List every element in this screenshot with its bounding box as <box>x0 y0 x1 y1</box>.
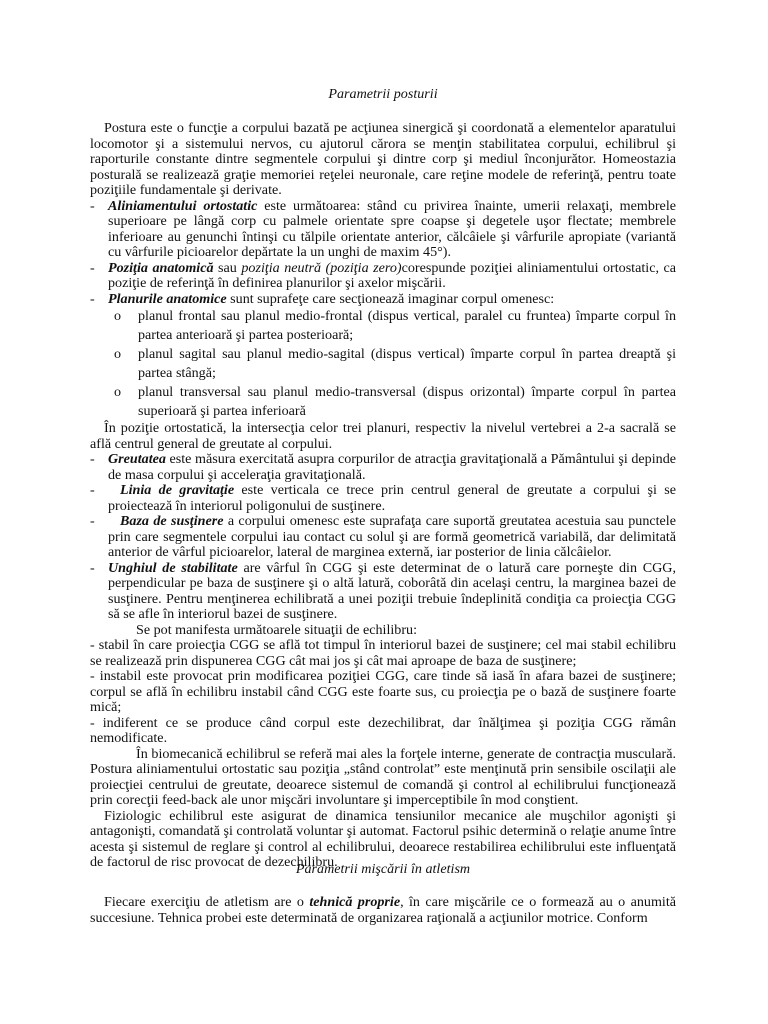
sub-marker: o <box>114 308 122 324</box>
biomechanics-paragraph: În biomecanică echilibrul se referă mai ales la forţele interne, generate de contracţia musculară. Postura aliniamentului ortostatic sau poziţia „stând controlat” este menţinută prin sensibile oscilaţii ale proiecţiei centrului de greutate, deoarece sistemul de comandă şi control al echilibrului funcţionează prin corecţii feed-back ale unor mişcări involuntare şi imperceptibile în mod conştient. <box>90 745 676 808</box>
text-linia: este verticala ce trece prin centrul general de greutate a corpului şi se proiectează în interiorul poligonului de susţinere. <box>108 482 676 514</box>
term-greutatea: Greutatea <box>108 451 166 467</box>
list-item-planurile <box>90 292 676 308</box>
intersection-paragraph: În poziţie ortostatică, la intersecţia celor trei planuri, respectiv la nivelul vertebrei a 2-a sacrală se află centrul general de greutate al corpului. <box>90 420 676 452</box>
list-item-linia <box>90 483 676 514</box>
sub-marker: o <box>114 346 122 362</box>
list-item-greutatea <box>90 452 676 483</box>
equilibrium-indifferent: - indiferent ce se produce când corpul este dezechilibrat, dar înălţimea şi poziţia CGG rămân nemodificate. <box>90 714 676 746</box>
sub-marker: o <box>114 384 122 400</box>
plane-item-frontal <box>90 307 676 345</box>
text-greutatea: este măsura exercitată asupra corpurilor de atracţia gravitaţională a Pământului şi depinde de masa corpului şi acceleraţia gravitaţională. <box>108 451 676 483</box>
bullet-marker: - <box>90 513 95 529</box>
term-linia: Linia de gravitaţie <box>120 482 235 498</box>
section-title-athletics: Parametrii mişcării în atletism <box>295 861 471 877</box>
text-pozitia: corespunde poziţiei aliniamentului ortostatic, ca poziţie de referinţă în definirea planurilor şi axelor mişcării. <box>108 259 676 291</box>
list-item-pozitia <box>90 261 676 292</box>
term-planurile: Planurile anatomice <box>108 290 227 307</box>
posture-section <box>90 121 676 871</box>
bullet-marker: - <box>90 559 95 576</box>
term-baza: Baza de susţinere <box>120 513 224 529</box>
equilibrium-intro: Se pot manifesta următoarele situaţii de echilibru: <box>136 621 418 638</box>
plane-text: planul sagital sau planul medio-sagital (dispus vertical) împarte corpul în partea dreaptă şi partea stângă; <box>138 346 676 381</box>
plane-item-sagital <box>90 345 676 383</box>
section-title-posture: Parametrii posturii <box>328 86 438 102</box>
term-tehnica-proprie: tehnică proprie <box>309 894 401 910</box>
equilibrium-stable: - stabil în care proiecţia CGG se află tot timpul în interiorul bazei de susţinere; cel mai stabil echilibru se realizează prin dispunerea CGG cât mai jos şi cât mai aproape de baza de susţinere; <box>90 637 676 669</box>
athletics-paragraph <box>90 895 676 926</box>
plane-text: planul transversal sau planul medio-transversal (dispus orizontal) împarte corpul în partea superioară şi partea inferioară <box>138 384 676 419</box>
text-planurile: sunt suprafeţe care secţionează imaginar corpul omenesc: <box>226 290 555 307</box>
plane-item-transversal <box>90 383 676 421</box>
text-baza: a corpului omenesc este suprafaţa care suportă greutatea acestuia sau punctele prin care segmentele corpului iau contact cu solul şi are formă geometrică variabilă, dar delimitată anterior de vârful picioarelor, lateral de marginea externă, iar posterior de linia călcâielor. <box>108 513 676 560</box>
plane-text: planul frontal sau planul medio-frontal (dispus vertical, paralel cu fruntea) împarte corpul în partea anterioară şi partea posterioară; <box>138 308 676 343</box>
list-item-baza <box>90 514 676 561</box>
list-item-unghiul <box>90 561 676 623</box>
equilibrium-unstable: - instabil este provocat prin modificarea poziţiei CGG, care tinde să iasă în afara bazei de susţinere; corpul se află în echilibru instabil când CGG este foarte sus, cu proiecţia pe o bază de susţinere foarte mică; <box>90 668 676 715</box>
athletics-section <box>90 895 676 926</box>
intro-paragraph: Postura este o funcţie a corpului bazată pe acţiunea sinergică şi coordonată a elementelor aparatului locomotor şi a sistemului nervos, cu ajutorul cărora se menţin stabilitatea corpului, echilibrul şi raporturile constante dintre segmentele corpului şi dintre corp şi mediul înconjurător. Homeostazia posturală se realizează graţie memoriei reţelei neuronale, care reţine modele de referinţă, pentru toate poziţiile fundamentale şi derivate. <box>90 120 676 198</box>
text-pozitia-sau: sau <box>213 259 242 276</box>
physiology-paragraph: Fiziologic echilibrul este asigurat de dinamica tensiunilor mecanice ale muşchilor agonişti şi antagonişti, comandată şi controlată voluntar şi automat. Factorul psihic determină o relaţie anume între acesta şi sistemul de reglare şi control al echilibrului, deoarece restabilirea echilibrului este influenţată de factorul de risc provocat de dezechilibru. <box>90 807 676 870</box>
term-unghiul: Unghiul de stabilitate <box>108 559 238 576</box>
bullet-marker: - <box>90 290 95 307</box>
bullet-marker: - <box>90 451 95 467</box>
athletics-text-rest: , în care mişcările ce o formează au o anumită succesiune. Tehnica probei este determinată de organizarea raţională a acţiunilor motrice. Conform <box>90 894 676 926</box>
bullet-marker: - <box>90 197 95 214</box>
term-aliniament: Aliniamentului ortostatic <box>108 197 258 214</box>
bullet-marker: - <box>90 482 95 498</box>
list-item-aliniament <box>90 199 676 261</box>
text-aliniament: este următoarea: stând cu privirea înainte, umerii relaxaţi, membrele superioare pe lângă corp cu palmele orientate spre coapse şi degetele uşor flectate; membrele inferioare au genunchi întinşi cu tălpile orientate anterior, călcâiele şi vârfurile apropiate (variantă cu vârfurile picioarelor depărtate la un unghi de maxim 45°). <box>108 197 676 260</box>
athletics-text-start: Fiecare exerciţiu de atletism are o <box>104 894 310 910</box>
text-unghiul: are vârful în CGG şi este determinat de o latură care porneşte din CGG, perpendicular pe baza de susţinere şi o altă latură, coborâtă din acelaşi centru, la marginea bazei de susţinere. Pentru menţinerea echilibrată a unei poziţii trebuie îndeplinită condiţia ca proiecţia CGG să se afle în interiorul bazei de susţinere. <box>108 559 677 622</box>
term-pozitia: Poziţia anatomică <box>108 259 214 276</box>
bullet-marker: - <box>90 259 95 276</box>
term-pozitia-neutra: poziţia neutră (poziţia zero) <box>241 259 402 276</box>
